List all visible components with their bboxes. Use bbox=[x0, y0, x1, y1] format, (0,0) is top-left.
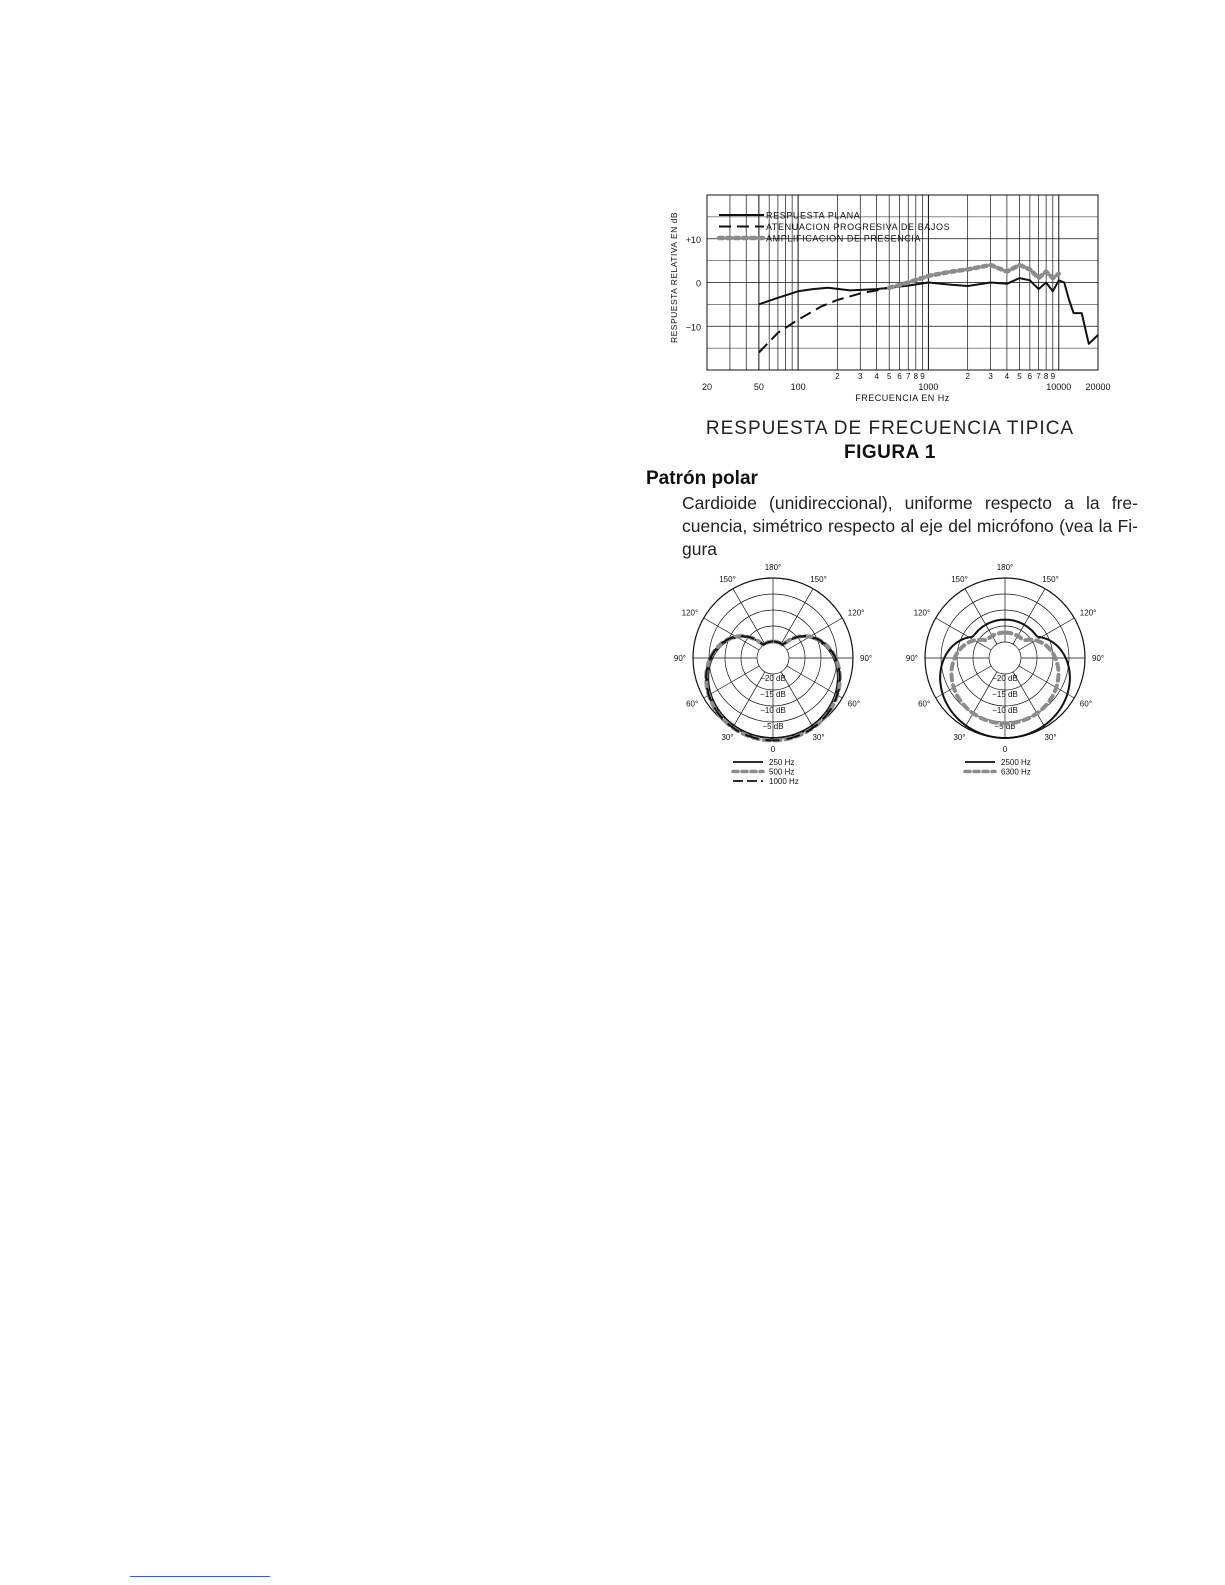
polar-spoke bbox=[781, 672, 813, 727]
x-tick-label: 20000 bbox=[1085, 382, 1111, 392]
x-tick-label: 20 bbox=[701, 382, 713, 392]
polar-angle-label: 150° bbox=[1042, 575, 1059, 585]
polar-angle-label: 0 bbox=[770, 745, 776, 754]
polar-angle-label: 30° bbox=[953, 732, 966, 742]
y-tick-label: 0 bbox=[695, 278, 701, 289]
footnote-rule bbox=[130, 1576, 270, 1577]
polar-ring-label: −20 dB bbox=[760, 674, 786, 683]
polar-ring-label: −5 dB bbox=[994, 722, 1016, 731]
polar-angle-label: 30° bbox=[1044, 732, 1057, 742]
polar-angle-label: 90° bbox=[905, 654, 918, 663]
polar-angle-label: 30° bbox=[721, 732, 734, 742]
polar-spoke bbox=[704, 666, 759, 698]
x-tick-label-minor: 6 bbox=[897, 372, 902, 381]
polar-legend-label: 2500 Hz bbox=[1001, 758, 1031, 767]
x-tick-label: 100 bbox=[790, 382, 806, 392]
polar-legend-label: 1000 Hz bbox=[769, 777, 799, 786]
polar-angle-label: 90° bbox=[860, 654, 873, 663]
polar-pattern-chart-high bbox=[895, 562, 1135, 802]
y-axis-label: RESPUESTA RELATIVA EN dB bbox=[669, 211, 679, 344]
polar-angle-label: 120° bbox=[847, 608, 865, 618]
x-tick-label-minor: 3 bbox=[858, 372, 863, 381]
polar-angle-label: 180° bbox=[764, 563, 782, 572]
x-tick-label-minor: 3 bbox=[988, 372, 993, 381]
x-tick-label-minor: 2 bbox=[835, 372, 840, 381]
frequency-response-chart bbox=[665, 190, 1125, 410]
polar-ring-label: −10 dB bbox=[760, 706, 786, 715]
x-tick-label-minor: 5 bbox=[1017, 372, 1022, 381]
polar-ring-label: −15 dB bbox=[760, 690, 786, 699]
x-tick-label: 10000 bbox=[1046, 382, 1072, 392]
polar-ring bbox=[757, 642, 789, 674]
figure-caption-label: FIGURA 1 bbox=[844, 442, 936, 463]
polar-ring-label: −20 dB bbox=[992, 674, 1018, 683]
x-tick-label: 50 bbox=[753, 382, 764, 392]
x-axis-label: FRECUENCIA EN Hz bbox=[855, 393, 950, 403]
polar-angle-label: 0 bbox=[1002, 745, 1008, 754]
x-tick-label-minor: 2 bbox=[965, 372, 970, 381]
x-tick-label: 1000 bbox=[918, 382, 939, 392]
polar-angle-label: 60° bbox=[1079, 699, 1092, 709]
polar-angle-label: 150° bbox=[719, 575, 736, 585]
x-tick-label-minor: 7 bbox=[1036, 372, 1041, 381]
y-tick-label: +10 bbox=[685, 234, 701, 245]
x-tick-label-minor: 4 bbox=[874, 372, 879, 381]
polar-spoke bbox=[704, 618, 759, 650]
legend-label: RESPUESTA PLANA bbox=[766, 210, 861, 221]
x-tick-label-minor: 6 bbox=[1027, 372, 1033, 381]
polar-angle-label: 60° bbox=[918, 699, 931, 709]
x-tick-label-minor: 9 bbox=[920, 372, 925, 381]
polar-angle-label: 120° bbox=[1079, 608, 1097, 618]
x-tick-label-minor: 4 bbox=[1004, 372, 1010, 381]
polar-angle-label: 150° bbox=[951, 575, 968, 585]
x-tick-label-minor: 9 bbox=[1050, 372, 1056, 381]
section-heading-polar-pattern: Patrón polar bbox=[646, 468, 758, 489]
y-tick-label: −10 bbox=[685, 322, 701, 333]
section-body-polar-pattern: Cardioide (unidireccional), uniforme respecto a la fre-cuencia, simétrico respecto al eje del micrófono (vea la Fi-gura bbox=[682, 493, 1138, 559]
polar-ring-label: −10 dB bbox=[992, 706, 1018, 715]
polar-ring-label: −5 dB bbox=[762, 722, 784, 731]
polar-angle-label: 60° bbox=[686, 699, 699, 709]
polar-ring-label: −15 dB bbox=[992, 690, 1018, 699]
polar-spoke bbox=[787, 666, 842, 698]
legend-label: ATENUACION PROGRESIVA DE BAJOS bbox=[766, 222, 951, 232]
polar-spoke bbox=[936, 666, 991, 698]
polar-spoke bbox=[1019, 666, 1074, 698]
polar-spoke bbox=[787, 618, 842, 650]
polar-legend-label: 500 Hz bbox=[769, 767, 795, 777]
polar-angle-label: 180° bbox=[996, 563, 1014, 572]
legend-label: AMPLIFICACION DE PRESENCIA bbox=[766, 233, 922, 244]
x-tick-label-minor: 8 bbox=[1043, 372, 1049, 381]
polar-angle-label: 120° bbox=[913, 608, 931, 618]
polar-angle-label: 90° bbox=[673, 654, 686, 663]
polar-ring bbox=[989, 642, 1021, 674]
polar-angle-label: 150° bbox=[810, 575, 827, 585]
polar-angle-label: 90° bbox=[1092, 654, 1105, 663]
x-tick-label-minor: 8 bbox=[913, 372, 919, 381]
polar-pattern-chart-low bbox=[663, 562, 903, 802]
polar-angle-label: 120° bbox=[681, 608, 699, 618]
x-tick-label-minor: 5 bbox=[886, 372, 892, 381]
x-tick-label-minor: 7 bbox=[906, 372, 911, 381]
polar-legend-label: 6300 Hz bbox=[1001, 767, 1031, 777]
polar-angle-label: 60° bbox=[847, 699, 860, 709]
polar-angle-label: 30° bbox=[812, 732, 825, 742]
polar-legend-label: 250 Hz bbox=[769, 758, 795, 767]
figure-caption-title: RESPUESTA DE FRECUENCIA TIPICA bbox=[705, 418, 1075, 439]
